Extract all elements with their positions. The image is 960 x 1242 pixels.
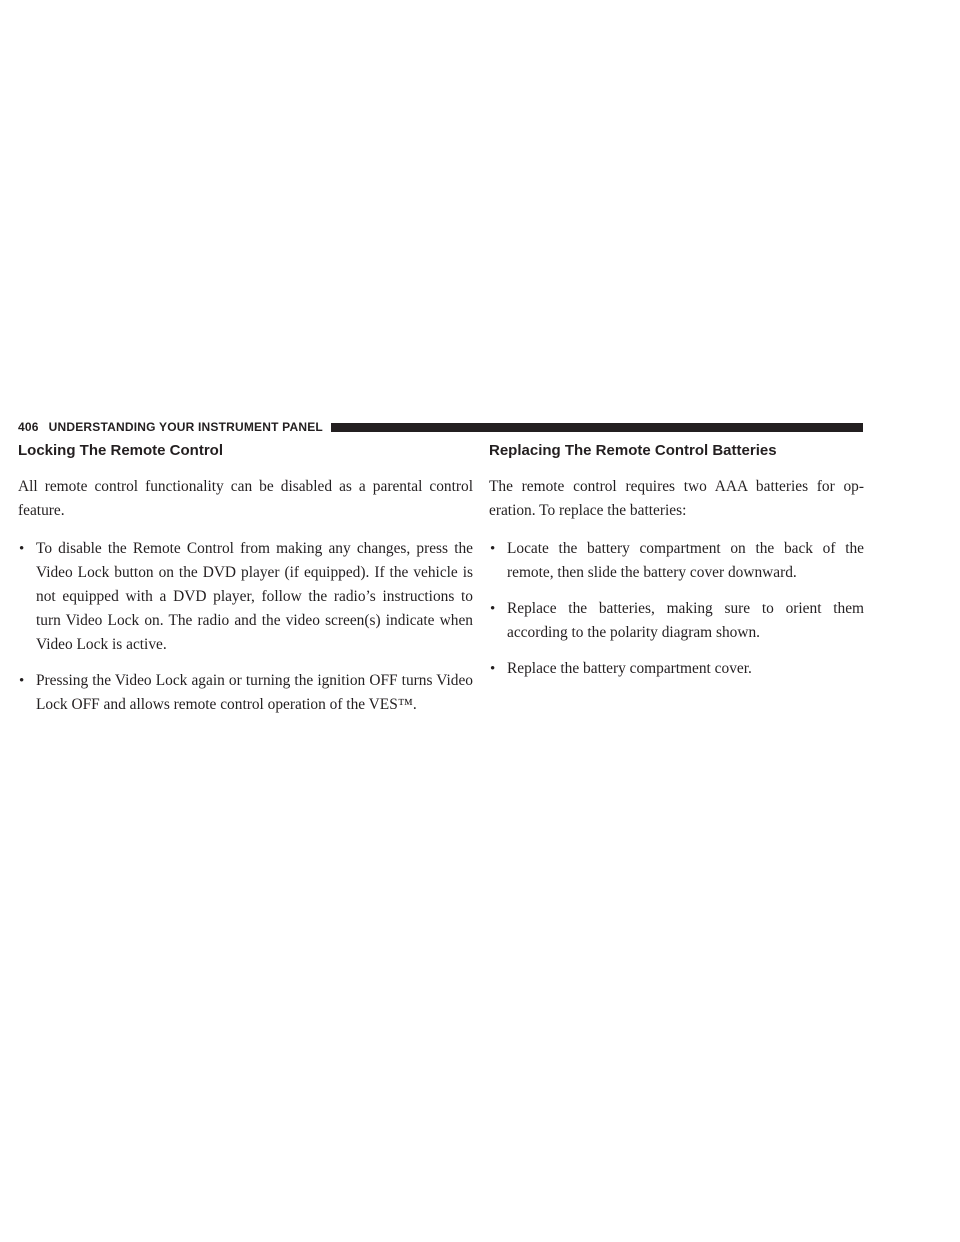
header-rule [331, 423, 863, 432]
locking-remote-intro: All remote control functionality can be disabled as a parental control feature. [18, 478, 473, 519]
bullet-icon: • [490, 541, 496, 557]
list-item-text: Replace the batteries, making sure to orient them according to the polarity diagram shown. [507, 600, 864, 641]
replacing-batteries-heading: Replacing The Remote Control Batteries [489, 442, 777, 459]
replacing-batteries-intro: The remote control requires two AAA batteries for op- eration. To replace the batteries: [489, 478, 864, 519]
bullet-icon: • [19, 541, 25, 557]
list-item [489, 657, 864, 681]
bullet-icon: • [490, 661, 496, 677]
running-section-title: UNDERSTANDING YOUR INSTRUMENT PANEL [48, 420, 323, 434]
locking-remote-list [18, 537, 473, 717]
right-column [489, 442, 864, 693]
page-number: 406 [18, 420, 39, 434]
list-item [18, 669, 473, 717]
list-item [489, 597, 864, 645]
list-item-text: To disable the Remote Control from making any changes, press the Video Lock button on the DVD player (if equipped). If the vehicle is not equipped with a DVD player, follow the radio’s instructions to turn Video Lock on. The radio and the video screen(s) indicate when Video Lock is active. [36, 540, 473, 653]
list-item-text: Pressing the Video Lock again or turning the ignition OFF turns Video Lock OFF and allows remote control operation of the VES™. [36, 672, 473, 713]
locking-remote-heading: Locking The Remote Control [18, 442, 224, 459]
bullet-icon: • [490, 601, 496, 617]
list-item [18, 537, 473, 657]
list-item [489, 537, 864, 585]
replacing-batteries-list [489, 537, 864, 681]
list-item-text: Replace the battery compartment cover. [507, 660, 752, 677]
bullet-icon: • [19, 673, 25, 689]
list-item-text: Locate the battery compartment on the back of the remote, then slide the battery cover downward. [507, 540, 864, 581]
left-column [18, 442, 473, 729]
page-header [18, 420, 863, 434]
